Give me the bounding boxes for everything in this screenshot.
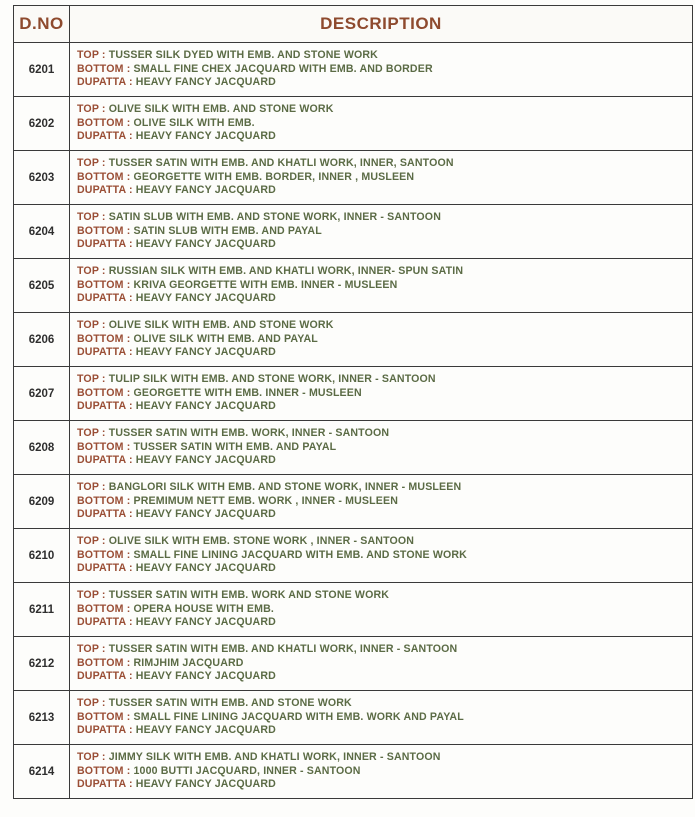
dupatta-value: HEAVY FANCY JACQUARD [135, 238, 276, 251]
dupatta-label: DUPATTA : [77, 562, 133, 575]
bottom-line [77, 225, 692, 239]
top-line [77, 481, 692, 495]
bottom-value: OLIVE SILK WITH EMB. [133, 116, 255, 129]
top-line [77, 49, 692, 63]
dupatta-value: HEAVY FANCY JACQUARD [135, 508, 276, 521]
bottom-label: BOTTOM : [77, 386, 131, 399]
top-line [77, 643, 692, 657]
design-description [70, 151, 693, 205]
dupatta-line [77, 238, 692, 252]
design-number: 6209 [14, 475, 70, 529]
top-line [77, 589, 692, 603]
bottom-label: BOTTOM : [77, 224, 131, 237]
top-label: TOP : [77, 156, 106, 169]
bottom-label: BOTTOM : [77, 764, 131, 777]
design-number: 6208 [14, 421, 70, 475]
table-row [14, 43, 693, 97]
bottom-label: BOTTOM : [77, 278, 131, 291]
top-label: TOP : [77, 750, 106, 763]
table-row [14, 313, 693, 367]
bottom-value: PREMIMUM NETT EMB. WORK , INNER - MUSLEEN [133, 494, 398, 507]
header-description: DESCRIPTION [70, 6, 693, 43]
bottom-value: OLIVE SILK WITH EMB. AND PAYAL [133, 332, 318, 345]
dupatta-label: DUPATTA : [77, 130, 133, 143]
dupatta-label: DUPATTA : [77, 238, 133, 251]
top-value: TULIP SILK WITH EMB. AND STONE WORK, INNER - SANTOON [108, 372, 436, 385]
bottom-line [77, 765, 692, 779]
dupatta-line [77, 76, 692, 90]
dupatta-value: HEAVY FANCY JACQUARD [135, 292, 276, 305]
top-label: TOP : [77, 426, 106, 439]
bottom-line [77, 63, 692, 77]
top-line [77, 157, 692, 171]
bottom-value: TUSSER SATIN WITH EMB. AND PAYAL [133, 440, 337, 453]
dupatta-line [77, 670, 692, 684]
design-description [70, 205, 693, 259]
top-label: TOP : [77, 210, 106, 223]
table-row [14, 421, 693, 475]
top-value: SATIN SLUB WITH EMB. AND STONE WORK, INNER - SANTOON [108, 210, 441, 223]
table-row [14, 97, 693, 151]
top-line [77, 751, 692, 765]
top-value: OLIVE SILK WITH EMB. STONE WORK , INNER - SANTOON [108, 534, 415, 547]
top-value: TUSSER SATIN WITH EMB. WORK, INNER - SANTOON [108, 426, 390, 439]
design-number: 6204 [14, 205, 70, 259]
design-description [70, 97, 693, 151]
table-row [14, 475, 693, 529]
table-row [14, 583, 693, 637]
top-value: TUSSER SATIN WITH EMB. AND KHATLI WORK, INNER - SANTOON [108, 642, 458, 655]
bottom-label: BOTTOM : [77, 62, 131, 75]
top-label: TOP : [77, 696, 106, 709]
dupatta-label: DUPATTA : [77, 454, 133, 467]
table-row [14, 205, 693, 259]
top-value: TUSSER SATIN WITH EMB. WORK AND STONE WORK [108, 588, 390, 601]
top-line [77, 373, 692, 387]
bottom-line [77, 279, 692, 293]
bottom-label: BOTTOM : [77, 116, 131, 129]
design-description [70, 43, 693, 97]
top-label: TOP : [77, 480, 106, 493]
bottom-line [77, 333, 692, 347]
dupatta-label: DUPATTA : [77, 508, 133, 521]
design-number: 6201 [14, 43, 70, 97]
top-line [77, 535, 692, 549]
dupatta-value: HEAVY FANCY JACQUARD [135, 778, 276, 791]
design-description [70, 529, 693, 583]
dupatta-value: HEAVY FANCY JACQUARD [135, 724, 276, 737]
design-description [70, 259, 693, 313]
bottom-line [77, 549, 692, 563]
bottom-label: BOTTOM : [77, 494, 131, 507]
top-line [77, 265, 692, 279]
design-description [70, 367, 693, 421]
bottom-label: BOTTOM : [77, 548, 131, 561]
bottom-value: GEORGETTE WITH EMB. INNER - MUSLEEN [133, 386, 362, 399]
top-value: OLIVE SILK WITH EMB. AND STONE WORK [108, 318, 334, 331]
dupatta-value: HEAVY FANCY JACQUARD [135, 346, 276, 359]
dupatta-label: DUPATTA : [77, 292, 133, 305]
top-label: TOP : [77, 102, 106, 115]
dupatta-label: DUPATTA : [77, 724, 133, 737]
bottom-line [77, 441, 692, 455]
table-row [14, 691, 693, 745]
bottom-value: SMALL FINE LINING JACQUARD WITH EMB. AND STONE WORK [133, 548, 467, 561]
bottom-value: SMALL FINE CHEX JACQUARD WITH EMB. AND BORDER [133, 62, 433, 75]
top-line [77, 697, 692, 711]
table-row [14, 367, 693, 421]
top-label: TOP : [77, 318, 106, 331]
dupatta-value: HEAVY FANCY JACQUARD [135, 454, 276, 467]
dupatta-value: HEAVY FANCY JACQUARD [135, 184, 276, 197]
bottom-value: SATIN SLUB WITH EMB. AND PAYAL [133, 224, 322, 237]
bottom-value: SMALL FINE LINING JACQUARD WITH EMB. WORK AND PAYAL [133, 710, 464, 723]
bottom-line [77, 657, 692, 671]
top-line [77, 319, 692, 333]
bottom-label: BOTTOM : [77, 440, 131, 453]
bottom-line [77, 387, 692, 401]
bottom-line [77, 711, 692, 725]
top-value: TUSSER SATIN WITH EMB. AND KHATLI WORK, INNER, SANTOON [108, 156, 454, 169]
dupatta-label: DUPATTA : [77, 346, 133, 359]
dupatta-line [77, 130, 692, 144]
design-description [70, 745, 693, 799]
dupatta-line [77, 184, 692, 198]
design-description-table [13, 5, 693, 799]
design-number: 6210 [14, 529, 70, 583]
top-label: TOP : [77, 588, 106, 601]
bottom-value: KRIVA GEORGETTE WITH EMB. INNER - MUSLEEN [133, 278, 398, 291]
bottom-line [77, 171, 692, 185]
bottom-value: OPERA HOUSE WITH EMB. [133, 602, 274, 615]
bottom-label: BOTTOM : [77, 602, 131, 615]
dupatta-value: HEAVY FANCY JACQUARD [135, 130, 276, 143]
design-number: 6214 [14, 745, 70, 799]
design-description [70, 313, 693, 367]
bottom-line [77, 603, 692, 617]
bottom-label: BOTTOM : [77, 656, 131, 669]
design-description [70, 691, 693, 745]
design-number: 6203 [14, 151, 70, 205]
top-label: TOP : [77, 264, 106, 277]
top-label: TOP : [77, 48, 106, 61]
dupatta-line [77, 724, 692, 738]
bottom-label: BOTTOM : [77, 332, 131, 345]
top-value: OLIVE SILK WITH EMB. AND STONE WORK [108, 102, 334, 115]
bottom-value: RIMJHIM JACQUARD [133, 656, 244, 669]
dupatta-value: HEAVY FANCY JACQUARD [135, 400, 276, 413]
dupatta-value: HEAVY FANCY JACQUARD [135, 76, 276, 89]
header-dno: D.NO [14, 6, 70, 43]
design-description [70, 583, 693, 637]
design-number: 6212 [14, 637, 70, 691]
dupatta-value: HEAVY FANCY JACQUARD [135, 616, 276, 629]
design-number: 6213 [14, 691, 70, 745]
dupatta-line [77, 400, 692, 414]
table-row [14, 529, 693, 583]
design-number: 6207 [14, 367, 70, 421]
top-label: TOP : [77, 372, 106, 385]
top-line [77, 103, 692, 117]
dupatta-label: DUPATTA : [77, 670, 133, 683]
design-number: 6211 [14, 583, 70, 637]
table-row [14, 745, 693, 799]
dupatta-line [77, 508, 692, 522]
dupatta-value: HEAVY FANCY JACQUARD [135, 670, 276, 683]
top-label: TOP : [77, 642, 106, 655]
dupatta-label: DUPATTA : [77, 400, 133, 413]
dupatta-label: DUPATTA : [77, 76, 133, 89]
table-row [14, 151, 693, 205]
dupatta-label: DUPATTA : [77, 778, 133, 791]
bottom-value: 1000 BUTTI JACQUARD, INNER - SANTOON [133, 764, 361, 777]
design-number: 6206 [14, 313, 70, 367]
bottom-label: BOTTOM : [77, 710, 131, 723]
dupatta-label: DUPATTA : [77, 616, 133, 629]
design-number: 6205 [14, 259, 70, 313]
table-header-row [14, 6, 693, 43]
dupatta-line [77, 616, 692, 630]
dupatta-line [77, 292, 692, 306]
dupatta-line [77, 562, 692, 576]
top-label: TOP : [77, 534, 106, 547]
dupatta-line [77, 778, 692, 792]
design-description [70, 475, 693, 529]
bottom-line [77, 495, 692, 509]
top-value: JIMMY SILK WITH EMB. AND KHATLI WORK, INNER - SANTOON [108, 750, 441, 763]
dupatta-value: HEAVY FANCY JACQUARD [135, 562, 276, 575]
bottom-value: GEORGETTE WITH EMB. BORDER, INNER , MUSLEEN [133, 170, 415, 183]
design-description [70, 421, 693, 475]
top-value: RUSSIAN SILK WITH EMB. AND KHATLI WORK, INNER- SPUN SATIN [108, 264, 464, 277]
bottom-line [77, 117, 692, 131]
dupatta-line [77, 346, 692, 360]
top-line [77, 211, 692, 225]
design-description [70, 637, 693, 691]
design-number: 6202 [14, 97, 70, 151]
top-line [77, 427, 692, 441]
top-value: TUSSER SATIN WITH EMB. AND STONE WORK [108, 696, 352, 709]
table-row [14, 259, 693, 313]
top-value: TUSSER SILK DYED WITH EMB. AND STONE WORK [108, 48, 378, 61]
dupatta-label: DUPATTA : [77, 184, 133, 197]
bottom-label: BOTTOM : [77, 170, 131, 183]
dupatta-line [77, 454, 692, 468]
table-row [14, 637, 693, 691]
top-value: BANGLORI SILK WITH EMB. AND STONE WORK, INNER - MUSLEEN [108, 480, 462, 493]
